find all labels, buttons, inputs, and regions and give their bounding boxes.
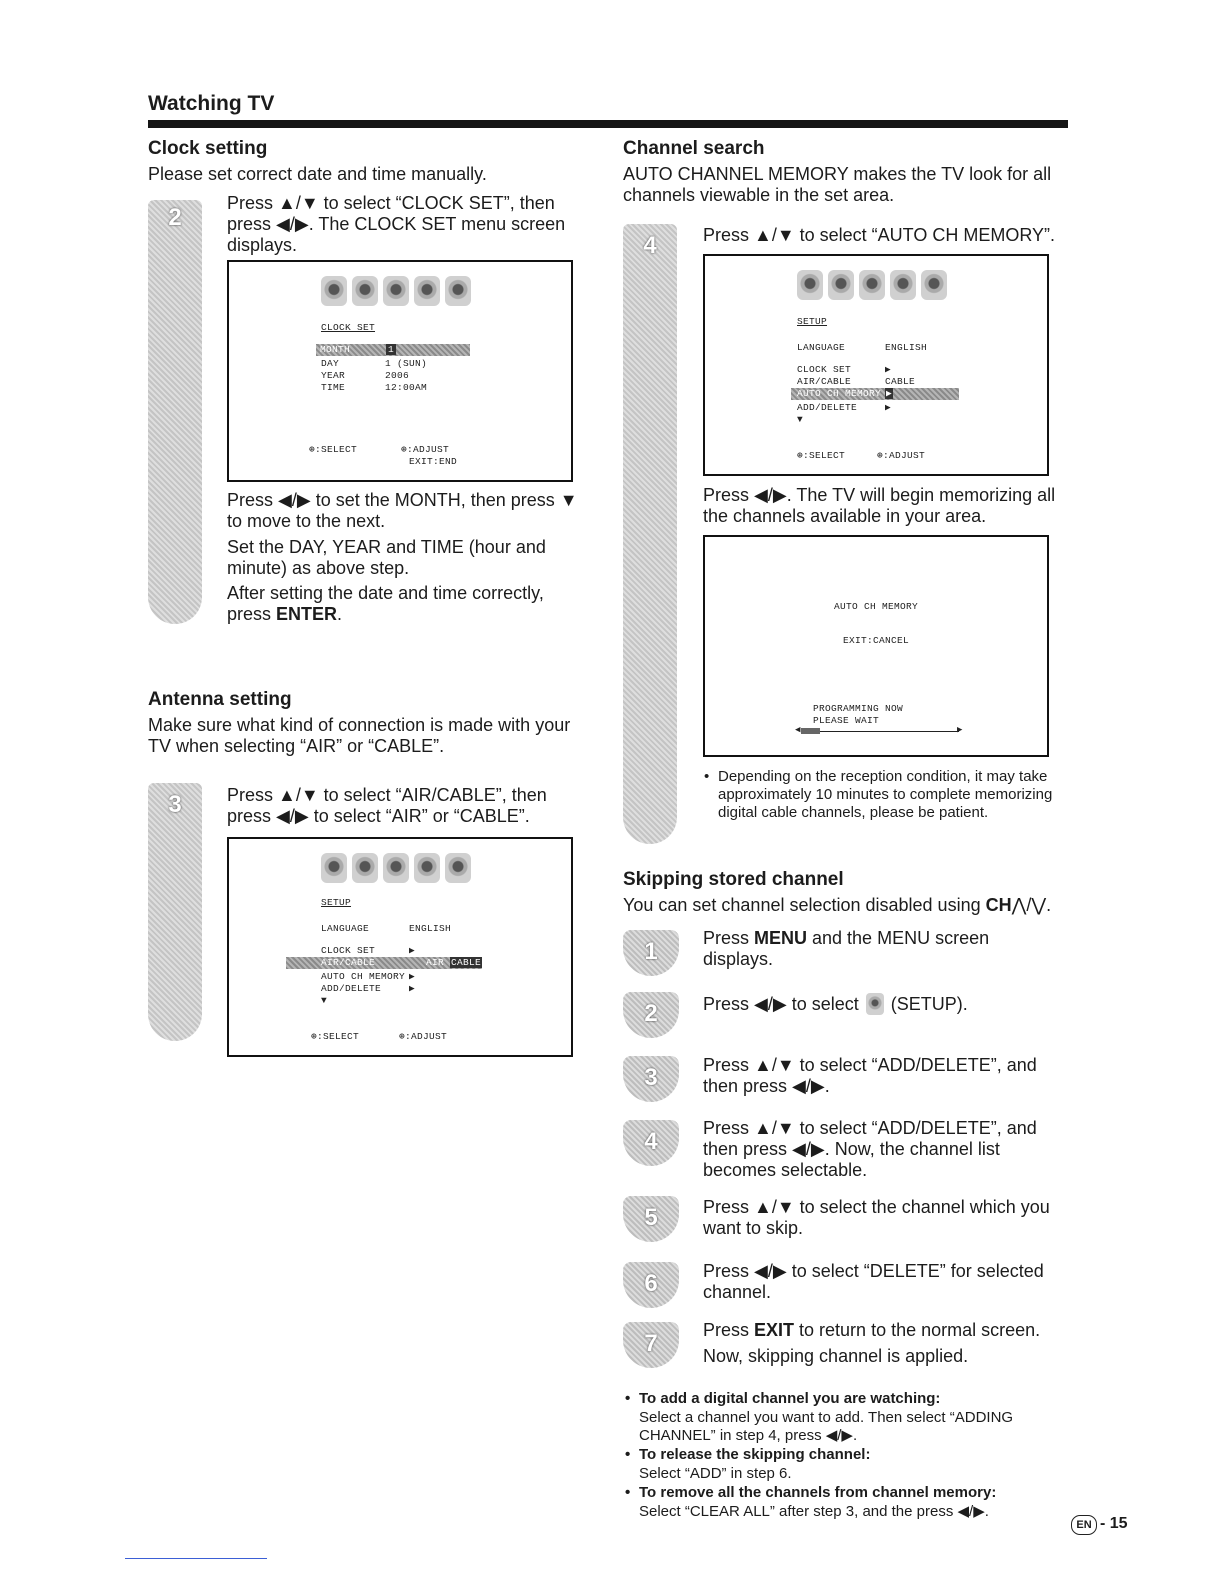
month-value: 1: [388, 344, 395, 355]
note-1-head: • To add a digital channel you are watching:: [639, 1390, 1069, 1408]
page-number: - 15: [1100, 1515, 1128, 1532]
setup-icon: [383, 853, 409, 883]
autoch-title: AUTO CH MEMORY: [833, 601, 918, 612]
language-value: ENGLISH: [409, 923, 452, 934]
skip-step-2-text: [703, 993, 1063, 1015]
language-label: LANGUAGE: [321, 923, 370, 934]
antenna-step-text: Press ▲/▼ to select “AIR/CABLE”, then press ◀/▶ to select “AIR” or “CABLE”.: [227, 785, 547, 826]
progress-track: [801, 731, 959, 732]
day-value: 1 (SUN): [385, 358, 428, 369]
step-bar-4: [623, 224, 677, 844]
adddel-arrow: ▶: [885, 402, 892, 413]
skip-step-badge-7: 7: [623, 1322, 679, 1368]
s2-post: (SETUP).: [885, 994, 968, 1014]
year-label: YEAR: [321, 370, 346, 381]
footer-exit: EXIT:END: [409, 456, 458, 467]
aircable-value: CABLE: [885, 376, 916, 387]
audio-icon: [828, 270, 854, 300]
autoch-label: AUTO CH MEMORY: [797, 388, 882, 399]
menu-icon-row: [797, 270, 947, 300]
setup-screen-autoch: [703, 254, 1049, 476]
s1-pre: Press: [703, 928, 755, 948]
ch-arrows-text: ⋀/⋁.: [1011, 895, 1052, 915]
skip-step-4-text: Press ▲/▼ to select “ADD/DELETE”, and then press ◀/▶. Now, the channel list becomes selectable.: [703, 1118, 1037, 1180]
auto-ch-memory-screen: [703, 535, 1049, 757]
note-1-text: Select a channel you want to add. Then select “ADDING CHANNEL” in step 4, press ◀/▶.: [639, 1409, 1014, 1444]
skipping-intro-text: You can set channel selection disabled using: [623, 895, 986, 915]
menu-icon-row: [321, 276, 471, 306]
clock-set-arrow: ▶: [885, 364, 892, 375]
channel-search-intro: AUTO CHANNEL MEMORY makes the TV look for all channels viewable in the set area.: [623, 164, 1052, 205]
audio-icon: [352, 276, 378, 306]
time-value: 12:00AM: [385, 382, 428, 393]
page-section-title: Watching TV: [148, 92, 275, 115]
down-arrow-icon: ▼: [797, 414, 804, 425]
footer-select: ⊕:SELECT: [797, 450, 846, 461]
adddel-arrow: ▶: [409, 983, 416, 994]
setup-icon: [866, 993, 884, 1015]
menu-key-text: MENU: [754, 928, 808, 948]
day-label: DAY: [321, 358, 340, 369]
skip-step-badge-6: 6: [623, 1262, 679, 1308]
skip-step-badge-3: 3: [623, 1056, 679, 1102]
screen-heading: SETUP: [797, 316, 828, 327]
option-icon: [921, 270, 947, 300]
lock-icon: [890, 270, 916, 300]
option-icon: [445, 276, 471, 306]
p3-end: .: [337, 604, 343, 624]
please-wait-text: PLEASE WAIT: [813, 715, 880, 726]
channel-search-note: • Depending on the reception condition, it may take approximately 10 minutes to complete memorizing digital cable channels, please be patient.: [718, 768, 1068, 822]
autoch-row-highlight: [791, 388, 959, 400]
air-option: AIR: [426, 957, 445, 968]
skip-step-5-text: Press ▲/▼ to select the channel which you want to skip.: [703, 1197, 1050, 1238]
p3-text: After setting the date and time correctly, press: [227, 583, 544, 624]
exit-key-text: EXIT: [754, 1320, 795, 1340]
skip-step-7-text: [703, 1320, 1083, 1341]
antenna-setting-intro: Make sure what kind of connection is made with your TV when selecting “AIR” or “CABLE”.: [148, 715, 571, 756]
autoch-arrow: ▶: [409, 971, 416, 982]
clock-set-label: CLOCK SET: [321, 945, 376, 956]
progress-right-arrow-icon: ▶: [957, 725, 963, 735]
autoch-label: AUTO CH MEMORY: [321, 971, 406, 982]
step-number: 3: [168, 791, 182, 818]
autoch-marker: ▶: [886, 388, 893, 399]
lock-icon: [414, 853, 440, 883]
step-number: 2: [168, 204, 182, 231]
note-2-head: • To release the skipping channel:: [639, 1446, 1069, 1464]
bottom-rule: [125, 1558, 267, 1559]
clock-step-text: Press ▲/▼ to select “CLOCK SET”, then press ◀/▶. The CLOCK SET menu screen displays.: [227, 193, 566, 255]
skip-step-6-text: Press ◀/▶ to select “DELETE” for selected channel.: [703, 1261, 1044, 1302]
progress-left-arrow-icon: ◀: [795, 725, 801, 735]
month-row-highlight: [316, 344, 470, 356]
picture-icon: [321, 853, 347, 883]
audio-icon: [352, 853, 378, 883]
channel-step-text: Press ▲/▼ to select “AUTO CH MEMORY”.: [703, 225, 1056, 245]
language-value: ENGLISH: [885, 342, 928, 353]
setup-icon: [383, 276, 409, 306]
down-arrow-icon: ▼: [321, 995, 328, 1006]
aircable-label: AIR/CABLE: [321, 957, 376, 968]
menu-icon-row: [321, 853, 471, 883]
step-number: 4: [643, 232, 657, 259]
aircable-row-highlight: [286, 957, 482, 969]
option-icon: [445, 853, 471, 883]
cable-option: CABLE: [451, 957, 482, 968]
language-label: LANGUAGE: [797, 342, 846, 353]
picture-icon: [797, 270, 823, 300]
skip-step-badge-4: 4: [623, 1120, 679, 1166]
s2-pre: Press ◀/▶ to select: [703, 994, 864, 1014]
setup-icon: [859, 270, 885, 300]
channel-step-text-2: Press ◀/▶. The TV will begin memorizing all the channels available in your area.: [703, 485, 1056, 526]
clock-para-2: Set the DAY, YEAR and TIME (hour and minute) as above step.: [227, 537, 546, 578]
exit-cancel-text: EXIT:CANCEL: [842, 635, 909, 646]
aircable-label: AIR/CABLE: [797, 376, 852, 387]
note-3-text: Select “CLEAR ALL” after step 3, and the press ◀/▶.: [639, 1503, 989, 1520]
programming-now-text: PROGRAMMING NOW: [813, 703, 904, 714]
ch-key-text: CH: [985, 895, 1012, 915]
skip-step-1-text: [703, 928, 1043, 970]
skipping-title: Skipping stored channel: [623, 869, 844, 890]
adddel-label: ADD/DELETE: [321, 983, 382, 994]
lock-icon: [414, 276, 440, 306]
note-3-head: • To remove all the channels from channel memory:: [639, 1484, 1069, 1502]
year-value: 2006: [385, 370, 410, 381]
clock-set-arrow: ▶: [409, 945, 416, 956]
time-label: TIME: [321, 382, 346, 393]
clock-setting-title: Clock setting: [148, 138, 268, 159]
footer-select: ⊕:SELECT: [311, 1031, 360, 1042]
step-bar-3: [148, 783, 202, 1041]
clock-set-label: CLOCK SET: [797, 364, 852, 375]
month-label: MONTH: [320, 344, 351, 355]
picture-icon: [321, 276, 347, 306]
note-2-text: Select “ADD” in step 6.: [639, 1465, 792, 1482]
screen-heading: CLOCK SET: [321, 322, 376, 333]
skipping-intro: [623, 895, 1083, 916]
s7-pre: Press: [703, 1320, 755, 1340]
skip-step-badge-1: 1: [623, 930, 679, 976]
skip-step-badge-5: 5: [623, 1196, 679, 1242]
clock-set-screen: [227, 260, 573, 482]
footer-select: ⊕:SELECT: [309, 444, 358, 455]
antenna-setting-title: Antenna setting: [148, 689, 292, 710]
header-rule: [148, 120, 1068, 128]
clock-para-3: [227, 583, 587, 625]
setup-screen-aircable: [227, 837, 573, 1057]
language-badge: EN: [1071, 1515, 1097, 1535]
skip-step-7-line2: Now, skipping channel is applied.: [703, 1346, 969, 1366]
skip-step-badge-2: 2: [623, 992, 679, 1038]
adddel-label: ADD/DELETE: [797, 402, 858, 413]
step-bar-2: [148, 200, 202, 624]
clock-para-1: Press ◀/▶ to set the MONTH, then press ▼ to move to the next.: [227, 490, 578, 531]
enter-key-text: ENTER: [276, 604, 338, 624]
footer-adjust: ⊕:ADJUST: [877, 450, 926, 461]
s1-post: and the MENU screen displays.: [703, 928, 990, 969]
clock-setting-intro: Please set correct date and time manually.: [148, 164, 487, 184]
skip-step-3-text: Press ▲/▼ to select “ADD/DELETE”, and then press ◀/▶.: [703, 1055, 1037, 1096]
screen-heading: SETUP: [321, 897, 352, 908]
footer-adjust: ⊕:ADJUST: [401, 444, 450, 455]
progress-fill: [801, 728, 820, 734]
channel-search-title: Channel search: [623, 138, 765, 159]
footer-adjust: ⊕:ADJUST: [399, 1031, 448, 1042]
s7-post: to return to the normal screen.: [794, 1320, 1041, 1340]
